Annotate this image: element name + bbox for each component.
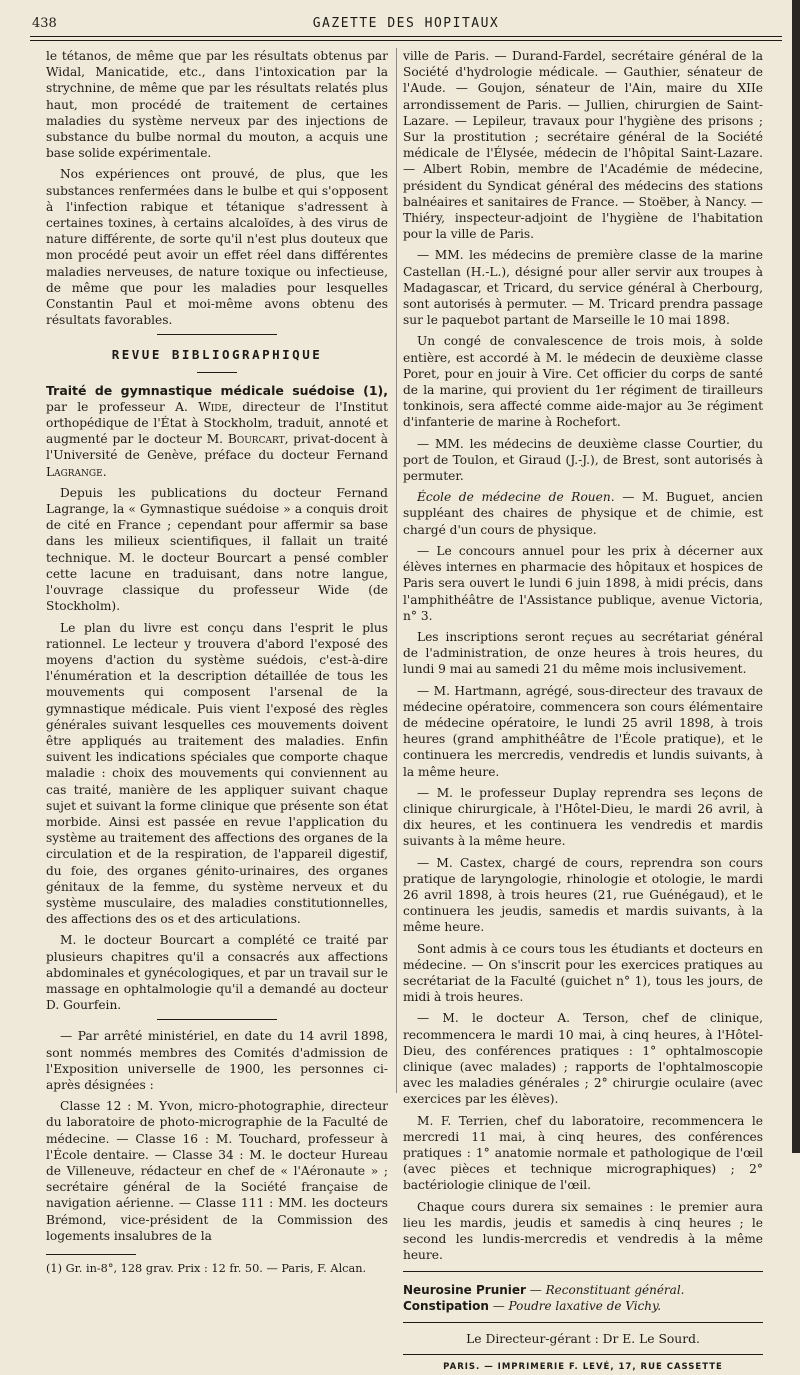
italic-heading: École de médecine de Rouen. bbox=[417, 490, 615, 505]
footnote: (1) Gr. in-8°, 128 grav. Prix : 12 fr. 50. — Paris, F. Alcan. bbox=[46, 1262, 367, 1276]
paragraph: Classe 12 : M. Yvon, micro-photographie, directeur du laboratoire de photo-micrographie de la Faculté de médecine. — Classe 16 : M. Touchard, professeur à l'École dentaire. — Classe 34 : M. le docteur Hureau de Villeneuve, rédacteur en chef de « l'Aéronaute » ; secrétaire général de la Société française de navigation aérienne. — Classe 111 : MM. les docteurs Brémond, vice-président de la Commission des logements insalubres de la bbox=[46, 1099, 388, 1243]
advert-block bbox=[403, 1282, 763, 1314]
book-title: Traité de gymnastique médicale suédoise (1), bbox=[46, 382, 388, 398]
imprint-rule bbox=[403, 1354, 763, 1355]
section-title: REVUE BIBLIOGRAPHIQUE bbox=[111, 347, 323, 363]
paragraph: Un congé de convalescence de trois mois, à solde entière, est accordé à M. le médecin de deuxième classe Poret, pour en jouir à Vire. Cet officier du corps de santé de la marine, qui provient du 1er régiment de tirailleurs tonkinois, sera affecté comme aide-major au 3e régiment d'infanterie de marine à Rochefort. bbox=[403, 334, 763, 430]
advert-line: Neurosine Prunier — Reconstituant général. bbox=[403, 1283, 685, 1298]
book-info: par le professeur A. bbox=[46, 399, 199, 414]
paragraph: — MM. les médecins de deuxième classe Courtier, du port de Toulon, et Giraud (J.-J.), de Brest, sont autorisés à permuter. bbox=[403, 436, 763, 484]
paragraph: Les inscriptions seront reçues au secrétariat général de l'administration, de onze heures à trois heures, du lundi 9 mai au samedi 21 du même mois inclusivement. bbox=[403, 629, 763, 677]
book-author: Wide bbox=[198, 399, 229, 414]
paragraph: — MM. les médecins de première classe de la marine Castellan (H.-L.), désigné pour aller servir aux troupes à Madagascar, et Tricard, du service général à Cherbourg, sont autorisés à permuter. — M. Tricard prendra passage sur le paquebot partant de Marseille le 10 mai 1898. bbox=[403, 248, 763, 328]
section-rule bbox=[197, 372, 237, 373]
book-translator: Bourcart bbox=[227, 432, 285, 447]
journal-title: GAZETTE DES HOPITAUX bbox=[312, 16, 500, 31]
paragraph: M. F. Terrien, chef du laboratoire, recommencera le mercredi 11 mai, à cinq heures, des conférences pratiques : 1° anatomie normale et pathologique de l'œil (avec pièces et technique micrographiques) ; 2° bactériologie clinique de l'œil. bbox=[403, 1113, 763, 1193]
director-signature: Le Directeur-gérant : Dr E. Le Sourd. bbox=[466, 1332, 700, 1347]
paragraph: École de médecine de Rouen. — M. Buguet, ancien suppléant des chaires de physique et de chimie, est chargé d'un cours de physique. bbox=[403, 490, 763, 537]
paragraph: — M. Castex, chargé de cours, reprendra son cours pratique de laryngologie, rhinologie et otologie, le mardi 26 avril 1898, à trois heures (21, rue Guénégaud), et le continuera les jeudis, samedis et mardis suivants, à la même heure. bbox=[403, 855, 763, 935]
paragraph: — M. le professeur Duplay reprendra ses leçons de clinique chirurgicale, à l'Hôtel-Dieu, le mardi 26 avril, à dix heures, et les continuera les vendredis et mardis suivants à la même heure. bbox=[403, 785, 763, 849]
paragraph: — M. le docteur A. Terson, chef de clinique, recommencera le mardi 10 mai, à cinq heures, à l'Hôtel-Dieu, des conférences pratiques : 1° ophtalmoscopie clinique (avec malades) ; rapports de l'ophtalmoscopie avec les maladies générales ; 2° chirurgie oculaire (avec exercices par les élèves). bbox=[403, 1011, 763, 1107]
page-edge-shadow bbox=[792, 0, 800, 1153]
paragraph: le tétanos, de même que par les résultats obtenus par Widal, Manicatide, etc., dans l'intoxication par la strychnine, de même que par les résultats relatés plus haut, mon procédé de traitement de certaines maladies du système nerveux par des injections de substance du bulbe normal du mouton, a acquis une base solide expérimentale. bbox=[46, 49, 388, 161]
page-header bbox=[30, 14, 782, 36]
paragraph: Sont admis à ce cours tous les étudiants et docteurs en médecine. — On s'inscrit pour les exercices pratiques au secrétariat de la Faculté (guichet n° 1), tous les jours, de midi à trois heures. bbox=[403, 941, 763, 1005]
paragraph: — M. Hartmann, agrégé, sous-directeur des travaux de médecine opératoire, commencera son cours élémentaire de médecine opératoire, le lundi 25 avril 1898, à trois heures (grand amphithéâtre de l'École pratique), et le continuera les mercredis, vendredis et lundis suivants, à la même heure. bbox=[403, 683, 763, 779]
paragraph: Le plan du livre est conçu dans l'esprit le plus rationnel. Le lecteur y trouvera d'abord l'exposé des moyens d'action du système suédois, c'est-à-dire l'énumération et la description détaillée de tous les mouvements qui composent l'arsenal de la gymnastique médicale. Puis vient l'exposé des règles générales suivant lesquelles ces mouvements doivent être appliqués au traitement des maladies. Enfin suivent les indications spéciales que comporte chaque maladie : choix des mouvements qui conviennent au cas traité, manière de les appliquer suivant chaque sujet et suivant la forme clinique que présente son état morbide. Ainsi est passée en revue l'application du système au traitement des affections des organes de la circulation et de la respiration, de l'appareil digestif, du foie, des organes génito-urinaires, des organes génitaux de la femme, du système nerveux et du système musculaire, des maladies constitutionnelles, des affections des os et des articulations. bbox=[46, 620, 388, 927]
book-info: . bbox=[102, 464, 107, 479]
paragraph: M. le docteur Bourcart a complété ce traité par plusieurs chapitres qu'il a consacrés aux affections abdominales et gynécologiques, et par un travail sur le massage en ophtalmologie qu'il a demandé au docteur D. Gourfein. bbox=[46, 933, 388, 1013]
left-column bbox=[46, 48, 388, 1276]
paragraph: Nos expériences ont prouvé, de plus, que les substances renfermées dans le bulbe et qui s'opposent à l'infection rabique et tétanique s'adressent à certaines toxines, à certains alcaloïdes, à des virus de nature différente, de sorte qu'il n'est plus douteux que mon procédé peut avoir un effet réel dans différentes maladies nerveuses, de nature toxique ou infectieuse, de même que pour les maladies pour lesquelles Constantin Paul et moi-même avons obtenu des résultats favorables. bbox=[46, 167, 388, 328]
book-info: , directeur de l'Institut orthopédique de l'État à Stockholm, traduit, annoté et augmenté par le docteur M. bbox=[46, 399, 388, 447]
header-rule bbox=[30, 36, 782, 37]
paragraph: Chaque cours durera six semaines : le premier aura lieu les mardis, jeudis et samedis à cinq heures ; le second les lundis-mercredis et vendredis à la même heure. bbox=[403, 1199, 763, 1263]
separator-ornament bbox=[46, 1019, 388, 1020]
header-rule-thin bbox=[30, 40, 782, 41]
separator-ornament bbox=[46, 334, 388, 335]
paragraph: Depuis les publications du docteur Fernand Lagrange, la « Gymnastique suédoise » a conquis droit de cité en France ; cependant pour affermir sa base dans les milieux scientifiques, il fallait un traité technique. M. le docteur Bourcart a pensé combler cette lacune en traduisant, dans notre langue, l'ouvrage classique du professeur Wide (de Stockholm). bbox=[46, 485, 388, 614]
advert-line: Constipation — Poudre laxative de Vichy. bbox=[403, 1299, 662, 1314]
advert-rule bbox=[403, 1271, 763, 1272]
book-entry bbox=[46, 383, 388, 480]
book-info: , privat-docent à l'Université de Genève, préface du docteur Fernand bbox=[46, 432, 389, 463]
page-number: 438 bbox=[32, 16, 57, 31]
printer-imprint: PARIS. — IMPRIMERIE F. LEVÉ, 17, RUE CASSETTE bbox=[443, 1361, 723, 1372]
paragraph: — Le concours annuel pour les prix à décerner aux élèves internes en pharmacie des hôpitaux et hospices de Paris sera ouvert le lundi 6 juin 1898, à midi précis, dans l'amphithéâtre de l'Assistance publique, avenue Victoria, n° 3. bbox=[403, 543, 763, 623]
footnote-rule bbox=[46, 1254, 136, 1255]
paragraph: — Par arrêté ministériel, en date du 14 avril 1898, sont nommés membres des Comités d'admission de l'Exposition universelle de 1900, les personnes ci-après désignées : bbox=[46, 1029, 388, 1092]
paragraph: ville de Paris. — Durand-Fardel, secrétaire général de la Société d'hydrologie médicale. — Gauthier, sénateur de l'Aude. — Goujon, sénateur de l'Ain, maire du XIIe arrondissement de Paris. — Jullien, chirurgien de Saint-Lazare. — Lepileur, travaux pour l'hygiène des prisons ; Sur la prostitution ; secrétaire général de la Société médicale de l'Élysée, médecin de l'hôpital Saint-Lazare. — Albert Robin, membre de l'Académie de médecine, président du Syndicat général des médecins des stations balnéaires et sanitaires de France. — Stoëber, à Nancy. — Thiéry, inspecteur-adjoint de l'hygiène de l'habitation pour la ville de Paris. bbox=[403, 49, 763, 242]
book-preface-author: Lagrange bbox=[46, 464, 103, 479]
right-column bbox=[403, 48, 763, 1375]
column-divider bbox=[396, 48, 397, 1093]
signature-rule bbox=[403, 1322, 763, 1323]
